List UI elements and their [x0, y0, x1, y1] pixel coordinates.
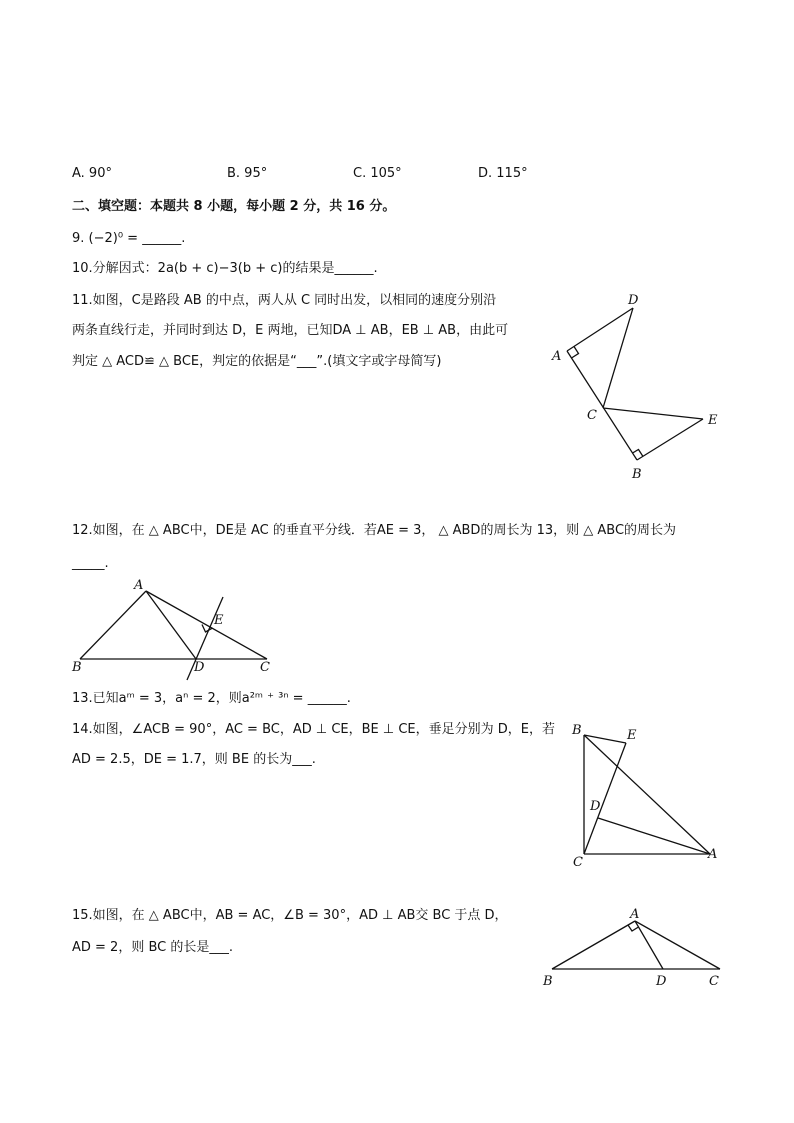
label-c: C: [587, 408, 597, 423]
figure-q12: [66, 575, 286, 685]
question-15-line-1: 15.如图，在 △ ABC中，AB = AC，∠B = 30°，AD ⊥ AB交 BC 于点 D，: [72, 908, 508, 923]
segment-da: [567, 308, 633, 351]
question-14-line-1: 14.如图，∠ACB = 90°，AC = BC，AD ⊥ CE，BE ⊥ CE，垂足分别为 D，E，若: [72, 722, 556, 737]
label-c: C: [709, 974, 719, 989]
segment-ac: [635, 921, 720, 969]
label-e: E: [708, 413, 718, 428]
figure-q14: [560, 715, 730, 875]
question-11-line-3: 判定 △ ACD≌ △ BCE，判定的依据是“___”.(填文字或字母简写): [72, 354, 442, 369]
question-14-line-2: AD = 2.5，DE = 1.7，则 BE 的长为___.: [72, 752, 316, 767]
label-d: D: [590, 799, 601, 814]
label-b: B: [572, 723, 582, 738]
label-c: C: [260, 660, 270, 675]
label-a: A: [134, 578, 144, 593]
label-e: E: [627, 728, 637, 743]
question-15-line-2: AD = 2，则 BC 的长是___.: [72, 940, 233, 955]
figure-q15: [535, 905, 735, 990]
label-d: D: [628, 293, 639, 308]
label-d: D: [194, 660, 205, 675]
section-heading: 二、填空题：本题共 8 小题，每小题 2 分，共 16 分。: [72, 199, 396, 214]
label-a: A: [630, 907, 640, 922]
question-11-line-1: 11.如图，C是路段 AB 的中点，两人从 C 同时出发，以相同的速度分别沿: [72, 293, 497, 308]
question-10: 10.分解因式：2a(b + c)−3(b + c)的结果是______.: [72, 261, 378, 276]
label-b: B: [632, 467, 642, 482]
label-a: A: [552, 349, 562, 364]
label-a: A: [708, 847, 718, 862]
segment-eb: [637, 419, 703, 460]
option-c: C. 105°: [353, 166, 402, 181]
segment-da: [598, 818, 710, 854]
segment-ad: [146, 591, 196, 659]
label-b: B: [543, 974, 553, 989]
segment-dc: [603, 308, 633, 408]
label-d: D: [656, 974, 667, 989]
question-13: 13.已知aᵐ = 3，aⁿ = 2，则a²ᵐ ⁺ ³ⁿ = ______.: [72, 691, 351, 706]
right-angle-mark-a: [628, 925, 639, 931]
label-b: B: [72, 660, 82, 675]
option-d: D. 115°: [478, 166, 528, 181]
option-a: A. 90°: [72, 166, 112, 181]
segment-ce: [603, 408, 703, 419]
label-c: C: [573, 855, 583, 870]
segment-ba: [80, 591, 146, 659]
perpendicular-bisector: [187, 597, 223, 680]
segment-ab: [567, 351, 637, 460]
label-e: E: [214, 613, 224, 628]
option-b: B. 95°: [227, 166, 268, 181]
question-12-line-2: _____.: [72, 556, 109, 571]
segment-ac: [146, 591, 267, 659]
question-9: 9. (−2)⁰ = ______.: [72, 231, 186, 246]
question-11-line-2: 两条直线行走，并同时到达 D，E 两地，已知DA ⊥ AB，EB ⊥ AB，由此可: [72, 323, 509, 338]
segment-ba: [552, 921, 635, 969]
figure-q11: [540, 288, 730, 488]
segment-ba: [584, 735, 710, 854]
question-12-line-1: 12.如图，在 △ ABC中，DE是 AC 的垂直平分线．若AE = 3， △ ABD的周长为 13，则 △ ABC的周长为: [72, 523, 677, 538]
right-angle-mark-a: [572, 347, 579, 359]
